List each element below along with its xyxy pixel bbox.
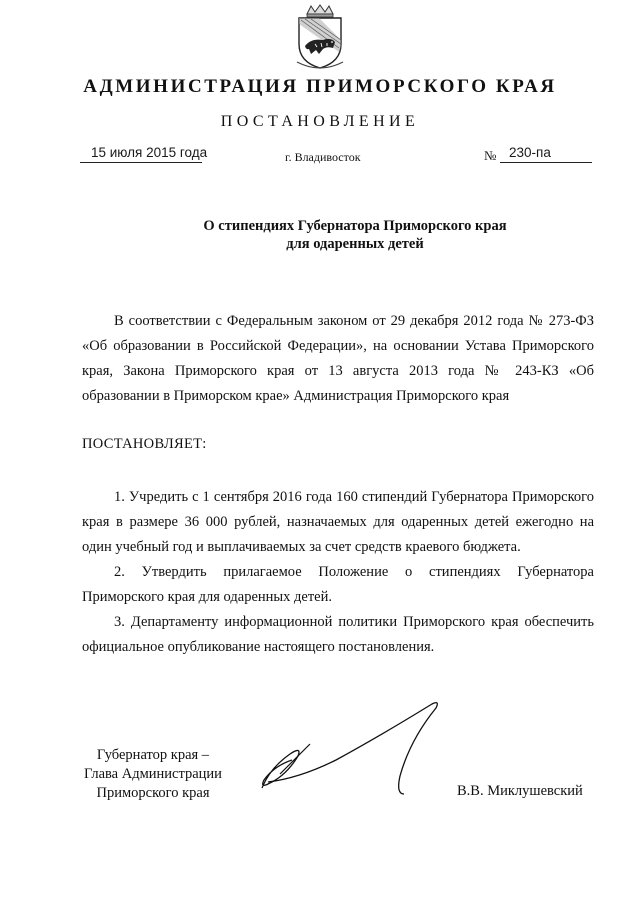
document-number: 230-па	[509, 145, 551, 160]
document-date: 15 июля 2015 года	[91, 145, 208, 160]
signatory-title	[78, 746, 228, 803]
title-line-2: для одаренных детей	[286, 236, 424, 252]
document-title	[170, 217, 540, 253]
decree-item-1: 1. Учредить с 1 сентября 2016 года 160 стипендий Губернатора Приморского края в размере 36 000 рублей, назначаемых для одаренных детей ежегодно на один учебный год и выплачиваемых за счет средств краевого бюджета.	[82, 489, 594, 555]
number-underline	[500, 162, 592, 163]
signature-icon	[240, 690, 480, 820]
signatory-title-line-1: Губернатор края –	[96, 747, 210, 763]
preamble-paragraph: В соответствии с Федеральным законом от 29 декабря 2012 года № 273-ФЗ «Об образовании в Российской Федерации», на основании Устава Приморского края, Закона Приморского края от 13 августа 2013 года № 243-КЗ «Об образовании в Приморском крае» Администрация Приморского края	[82, 313, 594, 404]
city: г. Владивосток	[285, 150, 361, 164]
signatory-title-line-2: Глава Администрации	[84, 766, 222, 782]
number-label: №	[484, 148, 497, 163]
decree-items	[82, 485, 594, 660]
date-underline	[80, 162, 202, 163]
document-type: ПОСТАНОВЛЕНИЕ	[220, 113, 420, 130]
decree-word: ПОСТАНОВЛЯЕТ:	[82, 436, 207, 452]
decree-item-2: 2. Утвердить прилагаемое Положение о стипендиях Губернатора Приморского края для одаренных детей.	[82, 564, 594, 605]
organization-heading: АДМИНИСТРАЦИЯ ПРИМОРСКОГО КРАЯ	[83, 76, 557, 97]
decree-item-3: 3. Департаменту информационной политики Приморского края обеспечить официальное опубликование настоящего постановления.	[82, 614, 594, 655]
preamble-block	[82, 309, 594, 409]
signatory-name: В.В. Миклушевский	[457, 783, 583, 799]
signatory-title-line-3: Приморского края	[96, 785, 210, 801]
title-line-1: О стипендиях Губернатора Приморского края	[203, 218, 507, 234]
coat-of-arms-icon	[289, 4, 351, 70]
